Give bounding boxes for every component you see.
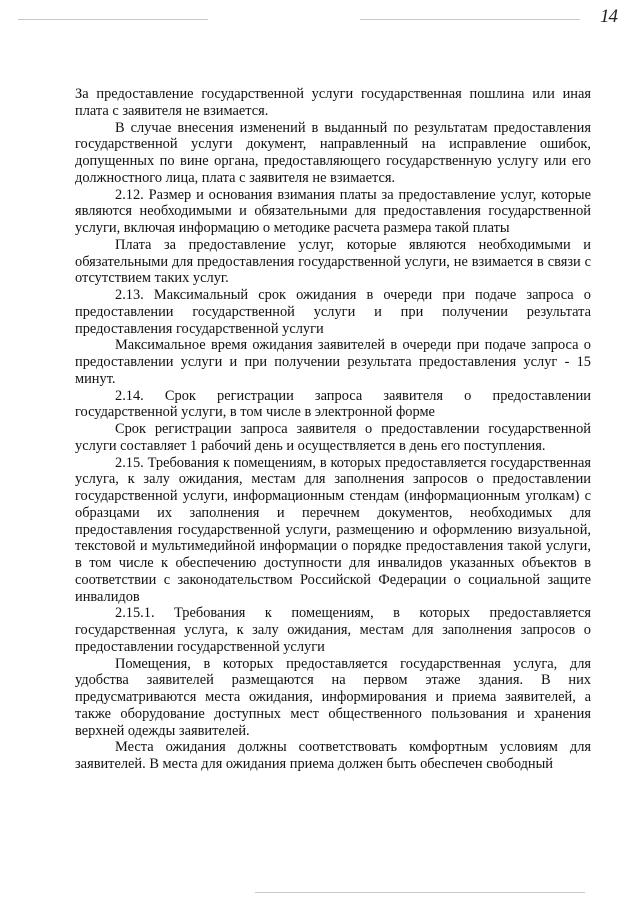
paragraph: 2.14. Срок регистрации запроса заявителя о предоставлении государственной услуги, в том числе в электронной форме bbox=[75, 387, 591, 421]
paragraph: В случае внесения изменений в выданный по результатам предоставления государственной услуги документ, направленный на исправление ошибок, допущенных по вине органа, предоставляющего государственную услугу или его должностного лица, плата с заявителя не взимается. bbox=[75, 119, 591, 186]
scan-artifact-top-right bbox=[360, 19, 580, 20]
paragraph: За предоставление государственной услуги государственная пошлина или иная плата с заявителя не взимается. bbox=[75, 86, 591, 119]
paragraph: 2.12. Размер и основания взимания платы за предоставление услуг, которые являются необходимыми и обязательными для предоставления государственной услуги, включая информацию о методике расчета размера такой платы bbox=[75, 186, 591, 236]
paragraph: Максимальное время ожидания заявителей в очереди при подаче запроса о предоставлении услуги и при получении результата предоставления услуг - 15 минут. bbox=[75, 337, 591, 387]
paragraph: Помещения, в которых предоставляется государственная услуга, для удобства заявителей размещаются на первом этаже здания. В них предусматриваются места ожидания, информирования и приема заявителей, а также оборудование доступных мест общественного пользования и хранения верхней одежды заявителей. bbox=[75, 655, 591, 739]
paragraph: Плата за предоставление услуг, которые являются необходимыми и обязательными для предоставления государственной услуги, не взимается в связи с отсутствием таких услуг. bbox=[75, 236, 591, 287]
paragraph: 2.15.1. Требования к помещениям, в которых предоставляется государственная услуга, к залу ожидания, местам для заполнения запросов о предоставлении государственной услуги bbox=[75, 605, 591, 655]
paragraph: Срок регистрации запроса заявителя о предоставлении государственной услуги составляет 1 рабочий день и осуществляется в день его поступления. bbox=[75, 421, 591, 454]
page-number: 14 bbox=[600, 6, 617, 27]
paragraph: 2.13. Максимальный срок ожидания в очереди при подаче запроса о предоставлении государственной услуги и при получении результата предоставления государственной услуги bbox=[75, 287, 591, 337]
paragraph: Места ожидания должны соответствовать комфортным условиям для заявителей. В места для ожидания приема должен быть обеспечен свободный bbox=[75, 739, 591, 772]
scan-artifact-bottom bbox=[255, 892, 585, 893]
scan-artifact-top-left bbox=[18, 19, 208, 20]
document-body bbox=[75, 86, 591, 773]
paragraph: 2.15. Требования к помещениям, в которых предоставляется государственная услуга, к залу ожидания, местам для заполнения запросов о предоставлении государственной услуги, информационным стендам (информационным уголкам) с образцами их заполнения и перечнем документов, необходимых для предоставления государственной услуги, размещению и оформлению визуальной, текстовой и мультимедийной информации о порядке предоставления такой услуги, в том числе к обеспечению доступности для инвалидов указанных объектов в соответствии с законодательством Российской Федерации о социальной защите инвалидов bbox=[75, 454, 591, 605]
